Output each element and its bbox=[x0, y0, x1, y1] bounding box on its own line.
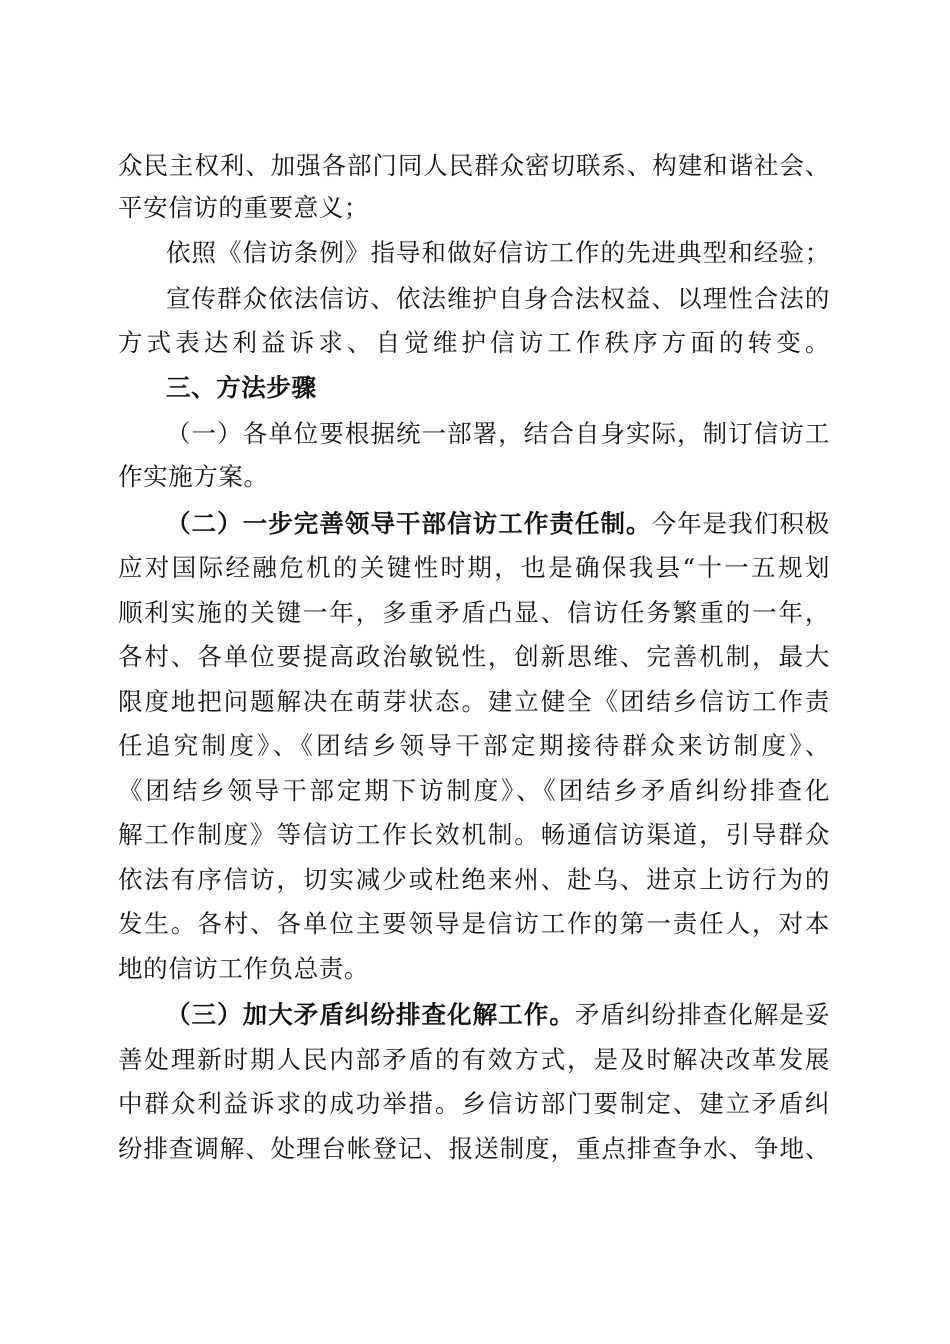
text-line: 宣传群众依法信访、依法维护自身合法权益、以理性合法的 bbox=[166, 284, 830, 313]
text-line: 顺利实施的关键一年，多重矛盾凸显、信访任务繁重的一年， bbox=[118, 598, 830, 627]
text-span: 矛盾纠纷排查化解是妥 bbox=[574, 1000, 830, 1029]
subsection-heading: （三）加大矛盾纠纷排查化解工作。 bbox=[166, 1000, 575, 1029]
text-line: 发生。各村、各单位主要领导是信访工作的第一责任人，对本 bbox=[118, 909, 830, 938]
subsection-heading: （二）一步完善领导干部信访工作责任制。 bbox=[166, 509, 652, 538]
text-line: 依照《信访条例》指导和做好信访工作的先进典型和经验； bbox=[166, 238, 830, 267]
text-line: 《团结乡领导干部定期下访制度》、《团结乡矛盾纠纷排查化 bbox=[118, 776, 830, 805]
text-line: 善处理新时期人民内部矛盾的有效方式，是及时解决改革发展 bbox=[118, 1045, 830, 1074]
text-line: 限度地把问题解决在萌芽状态。建立健全《团结乡信访工作责 bbox=[118, 687, 830, 716]
text-line: 解工作制度》等信访工作长效机制。畅通信访渠道，引导群众 bbox=[118, 820, 830, 849]
text-line: 依法有序信访，切实减少或杜绝来州、赴乌、进京上访行为的 bbox=[118, 865, 830, 894]
text-line: （一）各单位要根据统一部署，结合自身实际，制订信访工 bbox=[166, 419, 830, 448]
section-heading: 三、方法步骤 bbox=[166, 373, 317, 402]
text-line: 众民主权利、加强各部门同人民群众密切联系、构建和谐社会、 bbox=[118, 151, 830, 180]
text-line: 应对国际经融危机的关键性时期，也是确保我县“十一五规划 bbox=[118, 553, 830, 582]
text-line bbox=[166, 504, 830, 544]
text-span: 今年是我们积极 bbox=[651, 509, 830, 538]
text-line: 任追究制度》、《团结乡领导干部定期接待群众来访制度》、 bbox=[118, 731, 830, 760]
text-line: 中群众利益诉求的成功举措。乡信访部门要制定、建立矛盾纠 bbox=[118, 1089, 830, 1118]
text-line: 纷排查调解、处理台帐登记、报送制度，重点排查争水、争地、 bbox=[118, 1134, 830, 1163]
text-line: 各村、各单位要提高政治敏锐性，创新思维、完善机制，最大 bbox=[118, 642, 830, 671]
text-line: 作实施方案。 bbox=[118, 462, 269, 491]
text-line bbox=[166, 995, 830, 1035]
text-line: 方式表达利益诉求、自觉维护信访工作秩序方面的转变。 bbox=[118, 328, 830, 357]
text-line: 平安信访的重要意义； bbox=[118, 193, 369, 222]
text-line: 地的信访工作负总责。 bbox=[118, 954, 369, 983]
